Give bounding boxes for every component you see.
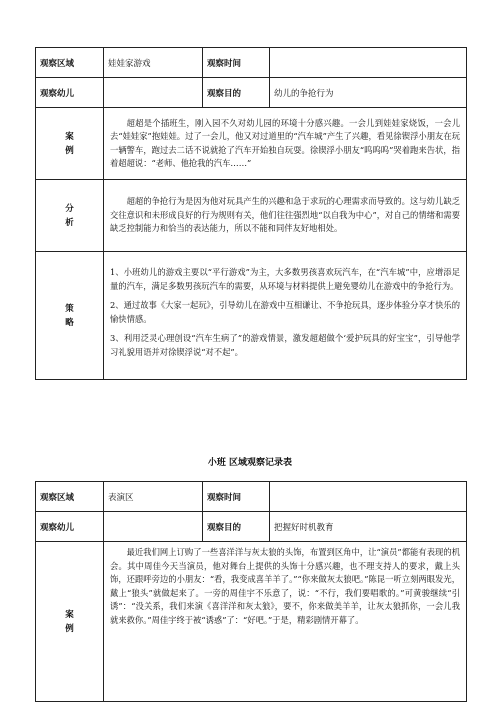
time-value [270, 482, 467, 512]
case-label: 案 例 [36, 542, 104, 702]
area-value: 表演区 [104, 482, 203, 512]
case-text: 超超是个插班生，刚入园不久对幼儿园的环境十分感兴趣。一会儿到娃娃家烧饭，一会儿去“娃娃家”抱娃娃。过了一会儿，他又对过道里的“汽车城”产生了兴趣，看见徐锲浮小朋友在玩一辆警车，跑过去二话不说就抢了汽车开始独自玩耍。徐锲浮小朋友“呜呜呜”哭着跑来告状，指着超超说：“老师、他抢我的汽车……” [104, 108, 467, 180]
child-value [104, 78, 203, 108]
case-label: 案 例 [36, 108, 104, 180]
area-label: 观察区域 [36, 482, 104, 512]
purpose-label: 观察目的 [203, 78, 270, 108]
strategy-text [104, 252, 467, 380]
observation-table-2 [35, 481, 467, 702]
area-label: 观察区域 [36, 48, 104, 78]
strategy-item: 3、利用泛灵心理创设“汽车生病了”的游戏情景，激发超超做个‘爱护玩具的好宝宝”，引导他学习礼貌用语并对徐锲浮说“对不起”。 [110, 333, 460, 357]
strategy-item: 1、小班幼儿的游戏主要以“平行游戏”为主，大多数男孩喜欢玩汽车，在“汽车城”中，应增添足量的汽车，满足多数男孩玩汽车的需要，从环境与材料提供上避免婴幼儿在游戏中的争抢行为。 [110, 267, 460, 291]
area-value: 娃娃家游戏 [104, 48, 203, 78]
strategy-label: 策 略 [36, 252, 104, 380]
analysis-label: 分 析 [36, 180, 104, 252]
purpose-label: 观察目的 [203, 512, 270, 542]
analysis-text: 超超的争抢行为是因为他对玩具产生的兴趣和急于求玩的心理需求而导致的。这与幼儿缺乏交往意识和未形成良好的行为规则有关，他们往往强烈地“以自我为中心”，对自己的情绪和需要缺乏控制能力和恰当的表达能力，所以不能和同伴友好地相处。 [104, 180, 467, 252]
child-label: 观察幼儿 [36, 512, 104, 542]
purpose-value: 幼儿的争抢行为 [270, 78, 467, 108]
time-label: 观察时间 [203, 482, 270, 512]
child-label: 观察幼儿 [36, 78, 104, 108]
child-value [104, 512, 203, 542]
time-value [270, 48, 467, 78]
purpose-value: 把握好时机教育 [270, 512, 467, 542]
case-text: 最近我们网上订购了一些喜洋洋与灰太狼的头饰，布置到区角中，让“演员”都能有表现的机会。其中周佳今天当演员，他对舞台上提供的头饰十分感兴趣，也不理支持人的要求，戴上头饰，还跟呼旁边的小朋友：“看，我变成喜羊羊了。”“你来做灰太狼吧。”陈昆一听立刻两眼发光，戴上“狼头”就做起来了。一旁的周佳宇不乐意了，说：“不行，我们要唱歌的。”可黄骏继续“引诱”：“没关系，我们来演《喜洋洋和灰太狼》，要不，你来做美羊羊，让灰太狼抓你，一会儿我就来救你。”周佳宇终于被“诱惑”了：“好吧。”于是，精彩剧情开幕了。 [104, 542, 467, 702]
table-2-title: 小班 区域观察记录表 [207, 458, 293, 468]
observation-table-1 [35, 47, 467, 380]
strategy-item: 2、通过故事《大家一起玩》，引导幼儿在游戏中互相谦让、不争抢玩具，逐步体验分享才快乐的愉快情感。 [110, 300, 460, 324]
time-label: 观察时间 [203, 48, 270, 78]
